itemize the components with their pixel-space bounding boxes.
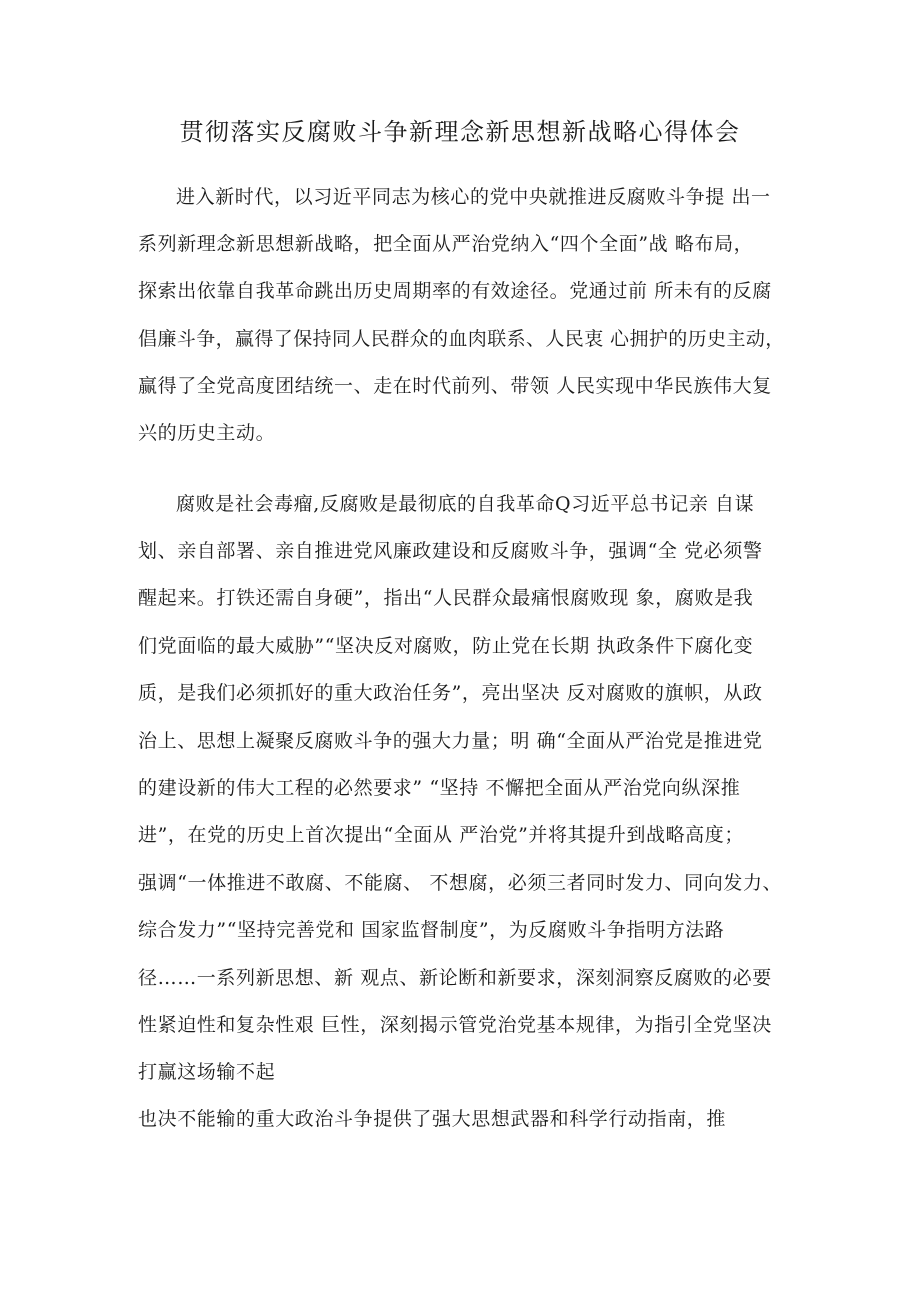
paragraph-2-line-2: 划、亲自部署、亲自推进党风廉政建设和反腐败斗争，强调“全 党必须警 (138, 540, 763, 562)
paragraph-2-line-1: 腐败是社会毒瘤,反腐败是最彻底的自我革命Q习近平总书记亲 自谋 (176, 493, 755, 515)
paragraph-1-line-5: 赢得了全党高度团结统一、走在时代前列、带领 人民实现中华民族伟大复 (138, 375, 772, 397)
paragraph-2-line-6: 治上、思想上凝聚反腐败斗争的强大力量；明 确“全面从严治党是推进党 (138, 730, 763, 752)
paragraph-3-line-1: 也决不能输的重大政治斗争提供了强大思想武器和科学行动指南，推 (138, 1108, 727, 1130)
paragraph-2-line-4: 们党面临的最大威胁”“坚决反对腐败，防止党在长期 执政条件下腐化变 (138, 635, 754, 657)
paragraph-1-line-1: 进入新时代，以习近平同志为核心的党中央就推进反腐败斗争提 出一 (176, 186, 771, 208)
paragraph-2-line-5: 质，是我们必须抓好的重大政治任务”，亮出坚决 反对腐败的旗帜，从政 (138, 682, 763, 704)
paragraph-2-line-7: 的建设新的伟大工程的必然要求” “坚持 不懈把全面从严治党向纵深推 (138, 777, 741, 799)
paragraph-2-line-11: 径……一系列新思想、新 观点、新论断和新要求，深刻洞察反腐败的必要 (138, 967, 772, 989)
page-title: 贯彻落实反腐败斗争新理念新思想新战略心得体会 (179, 118, 741, 146)
paragraph-2-line-12: 性紧迫性和复杂性艰 巨性，深刻揭示管党治党基本规律，为指引全党坚决 (138, 1014, 772, 1036)
paragraph-2-line-9: 强调“一体推进不敢腐、不能腐、 不想腐，必须三者同时发力、同向发力、 (138, 872, 783, 894)
paragraph-2-line-8: 进”，在党的历史上首次提出“全面从 严治党”并将其提升到战略高度； (138, 824, 744, 846)
paragraph-2-line-13: 打赢这场输不起 (138, 1061, 276, 1083)
paragraph-1-line-3: 探索出依靠自我革命跳出历史周期率的有效途径。党通过前 所未有的反腐 (138, 280, 772, 302)
paragraph-1-line-6: 兴的历史主动。 (138, 422, 276, 444)
paragraph-2-line-10: 综合发力”“坚持完善党和 国家监督制度”，为反腐败斗争指明方法路 (138, 919, 725, 941)
paragraph-2-line-3: 醒起来。打铁还需自身硬”，指出“人民群众最痛恨腐败现 象，腐败是我 (138, 587, 754, 609)
paragraph-1-line-2: 系列新理念新思想新战略，把全面从严治党纳入“四个全面”战 略布局， (138, 233, 754, 255)
paragraph-1-line-4: 倡廉斗争，赢得了保持同人民群众的血肉联系、人民衷 心拥护的历史主动， (138, 328, 785, 350)
